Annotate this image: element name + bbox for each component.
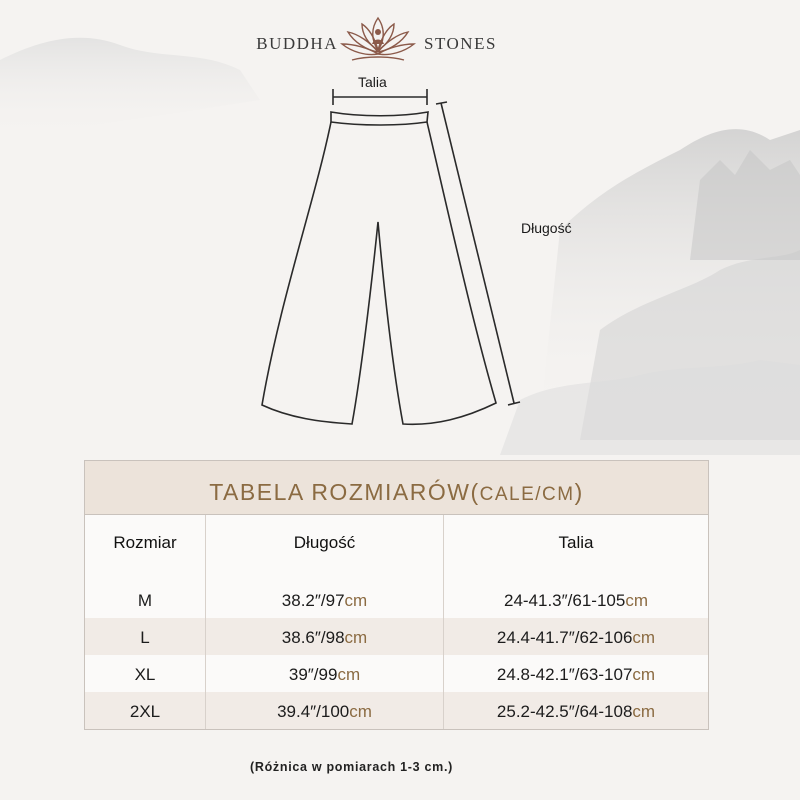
brand-name-right: STONES — [424, 34, 497, 53]
cell-length: 39.4″/100cm — [277, 702, 372, 721]
cell-waist: 25.2-42.5″/64-108cm — [496, 702, 656, 721]
table-row — [85, 618, 708, 655]
cell-size: M — [137, 591, 153, 610]
length-label: Długość — [521, 220, 572, 236]
cell-waist: 24.4-41.7″/62-106cm — [496, 628, 656, 647]
waistband-outline — [331, 112, 428, 125]
pants-outline — [262, 122, 496, 424]
column-divider — [205, 515, 206, 729]
table-row — [85, 692, 708, 729]
measurement-note: (Różnica w pomiarach 1-3 cm.) — [250, 760, 453, 774]
cell-size: XL — [134, 665, 156, 684]
table-row — [85, 655, 708, 692]
table-title: TABELA ROZMIARÓW(CALE/CM) — [85, 461, 708, 515]
cell-length: 39″/99cm — [288, 665, 361, 684]
size-chart-table — [84, 460, 709, 730]
header-waist: Talia — [558, 533, 594, 552]
column-divider — [443, 515, 444, 729]
brand-name-left: BUDDHA — [256, 34, 338, 53]
table-title-unit: CALE/CM — [479, 484, 575, 505]
header-length: Długość — [293, 533, 356, 552]
header-size: Rozmiar — [113, 533, 177, 552]
cell-length: 38.6″/98cm — [281, 628, 368, 647]
cell-size: L — [140, 628, 150, 647]
cell-waist: 24-41.3″/61-105cm — [503, 591, 648, 610]
table-header-row — [85, 515, 708, 571]
cell-length: 38.2″/97cm — [281, 591, 368, 610]
waist-label: Talia — [358, 74, 387, 90]
cell-waist: 24.8-42.1″/63-107cm — [496, 665, 656, 684]
table-row — [85, 581, 708, 618]
cell-size: 2XL — [129, 702, 161, 721]
length-measure-line — [441, 103, 514, 403]
